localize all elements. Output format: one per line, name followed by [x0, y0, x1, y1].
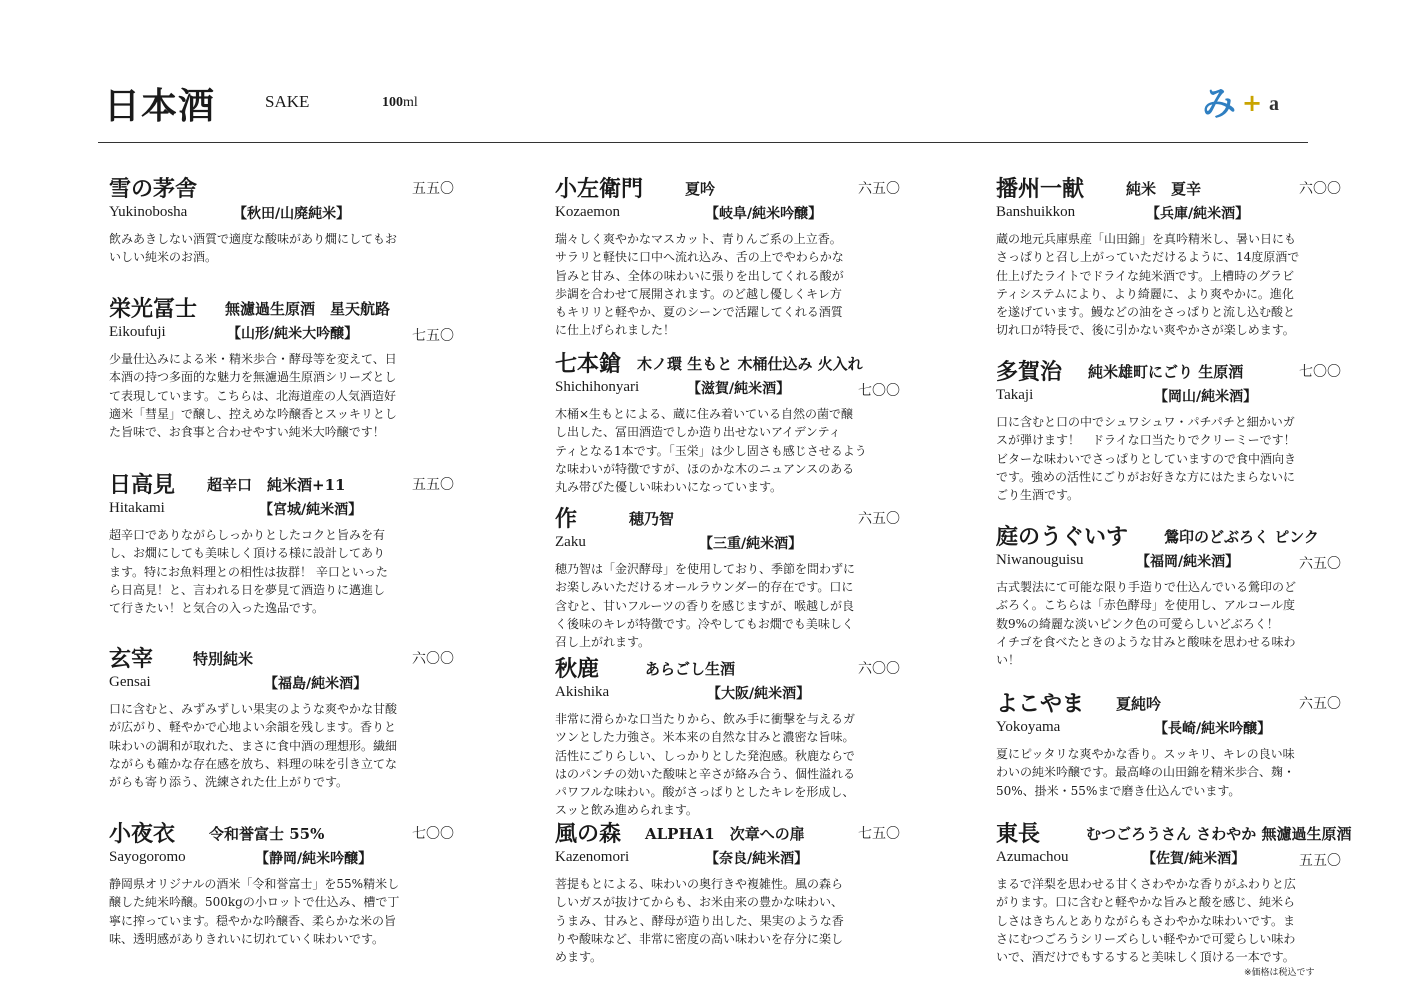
sake-origin-tag: 【静岡/純米吟醸】	[255, 851, 373, 867]
sake-price: 六〇〇	[412, 651, 454, 667]
sake-origin-tag: 【滋賀/純米酒】	[687, 381, 791, 397]
sake-name-row	[109, 168, 454, 202]
sake-item	[996, 683, 1341, 800]
sake-meta-row	[996, 385, 1341, 409]
sake-romaji: Eikoufuji	[109, 324, 166, 340]
sake-description: 蔵の地元兵庫県産「山田錦」を真吟精米し、暑い日にも さっぱりと召し上がっていただけるように、14度原酒で 仕上げたライトでドライな純米酒です。上槽時のグラビ ティシステムにより、より綺麗に、より爽やかに。進化 を遂げています。鰻などの油をさっぱりと流し込む酸と 切れ口が特長で、後に引かない爽やかさが楽しめます。	[996, 232, 1300, 338]
sake-origin-tag: 【佐賀/純米酒】	[1142, 851, 1246, 867]
sake-name-row	[555, 498, 900, 532]
sake-name: 庭のうぐいす	[996, 524, 1129, 550]
sake-item	[555, 498, 900, 651]
sake-price: 七〇〇	[412, 826, 454, 842]
sake-name-row	[996, 813, 1352, 847]
sake-meta-row	[109, 322, 454, 346]
sake-name: 秋鹿	[555, 656, 600, 682]
sake-item	[996, 168, 1341, 340]
sake-meta-row	[109, 847, 454, 871]
sake-description: 古式製法にて可能な限り手造りで仕込んでいる鶯印のど ぶろく。こちらは「赤色酵母」を使用し、アルコール度 数9%の綺麗な淡いピンク色の可愛らしいどぶろく！ イチゴを食べたときのような甘みと酸味を思わせる味わ い！	[996, 580, 1297, 668]
sake-description: 穂乃智は「金沢酵母」を使用しており、季節を問わずに お楽しみいただけるオールラウンダー的存在です。口に 含むと、甘いフルーツの香りを感じますが、喉越しが良 く後味のキレが特徴です。冷やしてもお燗でも美味しく 召し上がれます。	[555, 562, 856, 650]
sake-price: 七五〇	[412, 328, 454, 344]
sake-item	[109, 813, 454, 948]
sake-origin-tag: 【岡山/純米酒】	[1154, 389, 1258, 405]
sake-subname: 純米 夏辛	[1126, 180, 1202, 198]
sake-subname: 特別純米	[193, 650, 254, 668]
sake-subname: 木ノ環 生もと 木桶仕込み 火入れ	[637, 355, 863, 373]
sake-romaji: Takaji	[996, 387, 1034, 403]
logo-plus-icon: +	[1242, 89, 1263, 117]
sake-name-row	[555, 168, 900, 202]
sake-item	[555, 343, 900, 496]
sake-romaji: Banshuikkon	[996, 204, 1076, 220]
sake-name: 小左衛門	[555, 176, 644, 202]
sake-description: 菩提もとによる、味わいの奥行きや複雑性。風の森ら しいガスが抜けてからも、お米由来の豊かな味わい、 うまみ、甘みと、酵母が造り出した、果実のような香 りや酸味など、非常に密度の高い味わいを存分に楽し めます。	[555, 877, 844, 965]
sake-romaji: Sayogoromo	[109, 849, 186, 865]
sake-price: 五五〇	[412, 181, 454, 197]
sake-name-row	[109, 288, 454, 322]
sake-price: 五五〇	[412, 477, 454, 493]
sake-item	[109, 288, 454, 441]
sake-price: 七〇〇	[858, 383, 900, 399]
sake-price: 六五〇	[858, 181, 900, 197]
sake-description: 瑞々しく爽やかなマスカット、青りんご系の上立香。 サラリと軽快に口中へ流れ込み、舌の上でやわらかな 旨みと甘み、全体の味わいに張りを出してくれる酸が 歩調を合わせて展開されます。のど越し優しくキレ方 もキリリと軽やか、夏のシーンで活躍してくれる酒質 に仕上げられました！	[555, 232, 844, 338]
header-divider	[98, 142, 1308, 143]
sake-romaji: Niwanouguisu	[996, 552, 1084, 568]
sake-description: 木桶×生もとによる、蔵に住み着いている自然の菌で醸 し出した、冨田酒造でしか造り出せないアイデンティ ティとなる1本です。「玉栄」は少し固さも感じさせるよう な味わいが特徴ですが、ほのかな木のニュアンスのある 丸み帯びた優しい味わいになっています。	[555, 407, 867, 495]
sake-item	[109, 168, 454, 267]
sake-meta-row	[996, 717, 1341, 741]
volume-unit: ml	[403, 95, 418, 110]
sake-name: 栄光冨士	[109, 296, 198, 322]
sake-romaji: Gensai	[109, 674, 151, 690]
sake-name: 雪の茅舎	[109, 176, 198, 202]
sake-name-row	[109, 464, 454, 498]
sake-subname: 夏純吟	[1116, 695, 1162, 713]
sake-price: 六〇〇	[1299, 181, 1341, 197]
sake-name-row	[996, 351, 1341, 385]
sake-name-row	[996, 683, 1341, 717]
sake-name: 日高見	[109, 472, 176, 498]
sake-name-row	[555, 813, 900, 847]
sake-subname: 無濾過生原酒 星天航路	[225, 300, 391, 318]
sake-description: 静岡県オリジナルの酒米「令和誉富士」を55%精米し 醸した純米吟醸。500kgの小ロットで仕込み、槽で丁 寧に搾っています。穏やかな吟醸香、柔らかな米の旨 味、透明感がありきれいに切れていく味わいです。	[109, 877, 400, 946]
sake-item	[996, 351, 1341, 504]
sake-description: 少量仕込みによる米・精米歩合・酵母等を変えて、日 本酒の持つ多面的な魅力を無濾過生原酒シリーズとし て表現しています。こちらは、北海道産の人気酒造好 適米「彗星」で醸し、控えめな吟醸香とスッキリとし た旨味で、お食事と合わせやすい純米大吟醸です！	[109, 352, 397, 440]
sake-description: 非常に滑らかな口当たりから、飲み手に衝撃を与えるガ ツンとした力強さ。米本来の自然な甘みと濃密な旨味。 活性にごりらしい、しっかりとした発泡感。秋鹿ならで はのパンチの効いた酸味と辛さが絡み合う、個性溢れる パワフルな味わい。酸がさっぱりとしたキレを形成し、 スッと飲み進められます。	[555, 712, 856, 818]
sake-name-row	[555, 648, 900, 682]
sake-description: まるで洋梨を思わせる甘くさわやかな香りがふわりと広 がります。口に含むと軽やかな旨みと酸を感じ、純米ら しさはきちんとありながらもさわやかな味わいです。ま さにむつごろうシリーズらしい軽やかで可愛らしい味わ いで、酒だけでもするすると美味しく頂ける一本です。	[996, 877, 1296, 965]
sake-origin-tag: 【岐阜/純米吟醸】	[705, 206, 823, 222]
logo-glyph: み	[1202, 84, 1236, 124]
sake-description: 超辛口でありながらしっかりとしたコクと旨みを有 し、お燗にしても美味しく頂ける様に設計してあり ます。特にお魚料理との相性は抜群！ 辛口といった ら日高見！と、言われる日を夢見て酒造りに邁進し て行きたい！と気合の入った逸品です。	[109, 528, 388, 616]
sake-item	[996, 516, 1341, 669]
sake-romaji: Kozaemon	[555, 204, 620, 220]
sake-romaji: Akishika	[555, 684, 610, 700]
sake-romaji: Shichihonyari	[555, 379, 640, 395]
sake-origin-tag: 【山形/純米大吟醸】	[227, 326, 359, 342]
sake-subname: 令和誉富士 55%	[209, 825, 325, 843]
sake-name-row	[996, 516, 1341, 550]
sake-name: 七本鎗	[555, 351, 622, 377]
page-title: 日本酒	[104, 85, 216, 127]
brand-logo	[1202, 84, 1312, 124]
sake-meta-row	[109, 672, 454, 696]
sake-subname: 夏吟	[685, 180, 716, 198]
sake-meta-row	[555, 202, 900, 226]
sake-origin-tag: 【兵庫/純米酒】	[1146, 206, 1250, 222]
sake-origin-tag: 【大阪/純米酒】	[707, 686, 811, 702]
sake-romaji: Azumachou	[996, 849, 1069, 865]
sake-price: 七五〇	[858, 826, 900, 842]
sake-item	[555, 648, 900, 820]
sake-origin-tag: 【福岡/純米酒】	[1136, 554, 1240, 570]
sake-price: 六五〇	[858, 511, 900, 527]
sake-description: 飲みあきしない酒質で適度な酸味があり燗にしてもお いしい純米のお酒。	[109, 232, 398, 265]
sake-origin-tag: 【宮城/純米酒】	[259, 502, 363, 518]
sake-meta-row	[109, 202, 454, 226]
sake-name-row	[109, 638, 454, 672]
sake-name: 東長	[996, 821, 1041, 847]
sake-name: 玄宰	[109, 646, 154, 672]
sake-name: 多賀治	[996, 359, 1063, 385]
sake-name-row	[555, 343, 900, 377]
sake-meta-row	[996, 847, 1341, 871]
sake-origin-tag: 【福島/純米酒】	[264, 676, 368, 692]
sake-meta-row	[996, 202, 1341, 226]
sake-subname: 鶯印のどぶろく ピンク	[1164, 528, 1319, 546]
sake-origin-tag: 【秋田/山廃純米】	[233, 206, 351, 222]
sake-name-row	[109, 813, 454, 847]
sake-meta-row	[109, 498, 454, 522]
sake-item	[555, 168, 900, 340]
page-subtitle: SAKE	[265, 92, 310, 111]
sake-description: 口に含むと、みずみずしい果実のような爽やかな甘酸 が広がり、軽やかで心地よい余韻を残します。香りと 味わいの調和が取れた、まさに食中酒の理想形。繊細 ながらも確かな存在感を放ち、料理の味を引き立てな がらも寄り添う、洗練された仕上がりです。	[109, 702, 398, 790]
sake-meta-row	[555, 532, 900, 556]
sake-subname: 穂乃智	[629, 510, 675, 528]
sake-subname: あらごし生酒	[645, 660, 736, 678]
sake-origin-tag: 【長崎/純米吟醸】	[1154, 721, 1272, 737]
sake-romaji: Kazenomori	[555, 849, 630, 865]
sake-subname: 超辛口 純米酒+11	[207, 476, 346, 494]
sake-origin-tag: 【三重/純米酒】	[699, 536, 803, 552]
sake-price: 六五〇	[1299, 696, 1341, 712]
sake-price: 五五〇	[1299, 853, 1341, 869]
sake-romaji: Yukinobosha	[109, 204, 188, 220]
sake-subname: 純米雄町にごり 生原酒	[1088, 363, 1244, 381]
sake-price: 六〇〇	[858, 661, 900, 677]
logo-letter: a	[1269, 93, 1279, 115]
sake-origin-tag: 【奈良/純米酒】	[705, 851, 809, 867]
sake-name: 作	[555, 506, 578, 532]
sake-price: 六五〇	[1299, 556, 1341, 572]
sake-item	[109, 464, 454, 617]
sake-price: 七〇〇	[1299, 364, 1341, 380]
sake-item	[555, 813, 900, 966]
sake-meta-row	[555, 847, 900, 871]
volume-label	[382, 95, 418, 111]
sake-name: 小夜衣	[109, 821, 176, 847]
sake-meta-row	[555, 682, 900, 706]
sake-romaji: Zaku	[555, 534, 586, 550]
sake-name-row	[996, 168, 1341, 202]
sake-meta-row	[555, 377, 900, 401]
sake-description: 口に含むと口の中でシュワシュワ・パチパチと細かいガ スが弾けます！ ドライな口当たりでクリーミーです！ ビターな味わいでさっぱりとしていますので食中酒向き です。強めの活性にごりがお好きな方にはたまらないに ごり生酒です。	[996, 415, 1297, 503]
sake-item	[996, 813, 1352, 966]
sake-meta-row	[996, 550, 1341, 574]
sake-romaji: Yokoyama	[996, 719, 1061, 735]
sake-subname: むつごろうさん さわやか 無濾過生原酒	[1086, 825, 1352, 843]
sake-subname: ALPHA1 次章への扉	[645, 825, 805, 843]
sake-name: よこやま	[996, 691, 1085, 717]
sake-name: 風の森	[555, 821, 622, 847]
tax-note: ※価格は税込です	[1244, 968, 1315, 978]
sake-romaji: Hitakami	[109, 500, 165, 516]
sake-name: 播州一献	[996, 176, 1085, 202]
volume-number: 100	[382, 95, 403, 110]
sake-item	[109, 638, 454, 791]
sake-description: 夏にピッタリな爽やかな香り。スッキリ、キレの良い味 わいの純米吟醸です。最高峰の山田錦を精米歩合、麹・ 50%、掛米・55%まで磨き仕込んでいます。	[996, 747, 1296, 798]
